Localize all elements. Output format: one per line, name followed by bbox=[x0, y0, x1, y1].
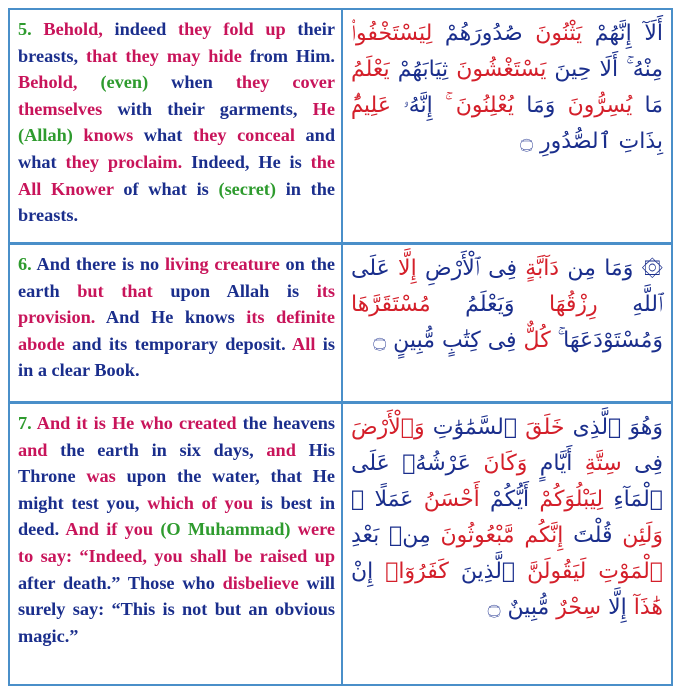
verse-row-6 bbox=[8, 243, 673, 403]
verse-row-7 bbox=[8, 402, 673, 686]
text-run: upon the water, bbox=[115, 466, 271, 487]
text-run: And if you bbox=[65, 519, 154, 540]
text-run: (secret) bbox=[218, 178, 276, 199]
english-text bbox=[18, 410, 335, 649]
text-run: إِنَّهُۥ bbox=[390, 93, 433, 118]
english-cell bbox=[10, 404, 343, 684]
text-run: إِنْ bbox=[351, 559, 374, 584]
text-run: لِيَسْتَخْفُوا۟ bbox=[351, 21, 433, 46]
english-cell bbox=[10, 245, 343, 401]
text-run: its definite abode bbox=[18, 307, 335, 354]
text-run: knows bbox=[83, 125, 134, 146]
text-run: was bbox=[86, 466, 116, 487]
text-run: خَلَقَ bbox=[517, 415, 565, 440]
text-run: مُسْتَقَرَّهَا bbox=[351, 292, 431, 317]
text-run: living creature bbox=[164, 254, 280, 274]
text-run: with their garments, bbox=[102, 98, 313, 119]
text-run: but that bbox=[77, 280, 153, 301]
english-text bbox=[18, 16, 335, 229]
arabic-text bbox=[351, 16, 663, 160]
verse-row-5 bbox=[8, 8, 673, 244]
text-run: بِذَاتِ ٱلصُّدُورِ ۝ bbox=[520, 129, 663, 154]
text-run: the earth in six days, bbox=[47, 439, 267, 460]
text-run: إِلَّا bbox=[389, 256, 417, 281]
text-run: what bbox=[133, 125, 193, 146]
text-run: إِلَّا bbox=[601, 595, 627, 620]
text-run: And it is He who bbox=[36, 413, 179, 433]
text-run: صُدُورَهُمْ bbox=[432, 21, 523, 46]
text-run: يُعْلِنُونَ ۚ bbox=[432, 93, 514, 118]
arabic-text bbox=[351, 410, 663, 626]
text-run: ۞ bbox=[633, 256, 663, 281]
text-run bbox=[73, 125, 84, 145]
text-run: وَلَئِن bbox=[612, 523, 663, 548]
text-run: they fold up bbox=[178, 19, 286, 39]
text-run: وَيَعْلَمُ bbox=[430, 292, 515, 317]
text-run: وَكَانَ bbox=[470, 451, 528, 476]
text-run: they cover themselves bbox=[18, 72, 335, 119]
text-run: that He might test you, bbox=[18, 466, 336, 513]
verse-number: 5. bbox=[18, 19, 32, 39]
text-run: كُلٌّ bbox=[516, 328, 551, 353]
text-run: يَثْنُونَ bbox=[522, 21, 583, 46]
english-cell bbox=[10, 10, 343, 242]
text-run: which of you bbox=[147, 492, 253, 513]
text-run: مَا bbox=[632, 93, 663, 118]
verse-number: 7. bbox=[18, 413, 32, 433]
text-run: were to say: “Indeed, you bbox=[18, 519, 335, 566]
text-run: رِزْقُهَا bbox=[514, 292, 598, 317]
text-run: and bbox=[18, 439, 48, 460]
text-run: their breasts, bbox=[18, 19, 335, 66]
text-run: disbelieve bbox=[222, 572, 299, 593]
text-run: فِى bbox=[621, 451, 663, 476]
text-run: وَمَا مِن bbox=[559, 256, 634, 281]
text-run: سِتَّةِ bbox=[572, 451, 622, 476]
text-run bbox=[77, 72, 100, 92]
text-run: when bbox=[148, 72, 236, 93]
text-run: إِنَّكُم bbox=[514, 523, 564, 548]
arabic-text bbox=[351, 251, 663, 359]
text-run: قُلْتَ bbox=[563, 523, 613, 548]
english-runs bbox=[18, 413, 335, 646]
verse-number: 6. bbox=[18, 254, 32, 274]
text-run: وَهُوَ ٱلَّذِى bbox=[564, 415, 663, 440]
text-run: and its temporary deposit. bbox=[64, 333, 293, 354]
text-run: يَعْلَمُ bbox=[351, 57, 390, 82]
text-run: عَرْشُهُۥ bbox=[389, 451, 471, 476]
text-run: they conceal bbox=[192, 125, 295, 146]
text-run: on the earth bbox=[18, 254, 335, 301]
text-run: shall be raised up bbox=[190, 545, 335, 566]
text-run: فِى كِتَٰبٍ مُّبِينٍ ۝ bbox=[373, 328, 517, 353]
text-run: after death.” Those who bbox=[18, 572, 223, 593]
text-run: All bbox=[292, 333, 316, 354]
text-run: His Throne bbox=[18, 439, 335, 487]
text-run: أَيُّكُمْ bbox=[479, 487, 530, 512]
arabic-cell bbox=[343, 404, 671, 684]
text-run: فِى ٱلْأَرْضِ bbox=[416, 256, 517, 281]
text-run: مُّبِينٌ ۝ bbox=[487, 595, 550, 620]
text-run: هَٰذَآ bbox=[626, 595, 663, 620]
text-run: عَلَى ٱللَّهِ bbox=[351, 256, 664, 317]
text-run: the All Knower bbox=[18, 151, 336, 199]
text-run: in the breasts. bbox=[18, 178, 335, 226]
text-run: مِنۢ بَعْدِ bbox=[351, 523, 431, 548]
text-run: مِنْهُ ۚ أَلَا حِينَ bbox=[546, 57, 663, 82]
text-run: يَسْتَغْشُونَ bbox=[448, 57, 547, 82]
arabic-cell bbox=[343, 10, 671, 242]
text-run: Behold, bbox=[18, 72, 78, 93]
text-run: ٱلْمَوْتِ bbox=[586, 559, 663, 584]
english-runs bbox=[18, 254, 335, 380]
text-run: وَٱلْأَرْضَ bbox=[351, 415, 425, 440]
text-run: سِحْرٌ bbox=[549, 595, 602, 620]
text-run: عَلَى ٱلْمَآءِ bbox=[351, 451, 663, 512]
text-run: أَلَآ إِنَّهُمْ bbox=[582, 21, 664, 46]
text-run: that they may hide bbox=[86, 45, 242, 66]
text-run: they proclaim. bbox=[65, 151, 183, 172]
text-run: لَيَقُولَنَّ bbox=[515, 559, 587, 584]
text-run: and bbox=[266, 439, 296, 460]
text-run: أَيَّامٍ bbox=[527, 451, 573, 476]
text-run: أَحْسَنُ bbox=[413, 487, 480, 512]
text-run: and what bbox=[18, 125, 336, 172]
text-run: مَّبْعُوثُونَ bbox=[430, 523, 515, 548]
text-run: indeed bbox=[102, 19, 179, 39]
text-run: He bbox=[312, 98, 335, 119]
text-run: عَلِيمٌۢ bbox=[351, 93, 391, 118]
text-run: (O Muhammad) bbox=[160, 519, 291, 540]
text-run: دَآبَّةٍ bbox=[516, 256, 560, 281]
text-run: ثِيَابَهُمْ bbox=[389, 57, 449, 82]
text-run: will surely say: “This is not but an obvious magic.” bbox=[18, 572, 335, 646]
text-run: Behold, bbox=[43, 19, 103, 39]
text-run: Indeed, He is bbox=[182, 151, 311, 172]
text-run: كَفَرُوٓا۟ bbox=[373, 559, 449, 584]
text-run: upon Allah is bbox=[152, 280, 317, 301]
text-run: وَمَا bbox=[513, 93, 556, 118]
text-run: its provision. bbox=[18, 280, 336, 328]
text-run: is in a clear Book. bbox=[18, 333, 335, 381]
text-run: يُسِرُّونَ bbox=[555, 93, 633, 118]
text-run: لِيَبْلُوَكُمْ bbox=[529, 487, 604, 512]
text-run: created bbox=[178, 413, 237, 433]
english-text bbox=[18, 251, 335, 384]
english-runs bbox=[18, 19, 335, 225]
text-run: وَمُسْتَوْدَعَهَا ۚ bbox=[550, 328, 663, 353]
text-run: عَمَلًا ۗ bbox=[351, 487, 414, 512]
text-run: (Allah) bbox=[18, 125, 73, 146]
text-run: ٱلَّذِينَ bbox=[448, 559, 516, 584]
text-run: And there is no bbox=[36, 254, 165, 274]
arabic-cell bbox=[343, 245, 671, 401]
text-run: from Him. bbox=[241, 45, 335, 66]
text-run: ٱلسَّمَٰوَٰتِ bbox=[424, 415, 518, 440]
text-run: (even) bbox=[100, 72, 149, 93]
text-run: is best in deed. bbox=[18, 492, 335, 540]
text-run: the heavens bbox=[236, 413, 335, 433]
text-run: And He knows bbox=[95, 307, 247, 328]
text-run: of what is bbox=[113, 178, 219, 199]
